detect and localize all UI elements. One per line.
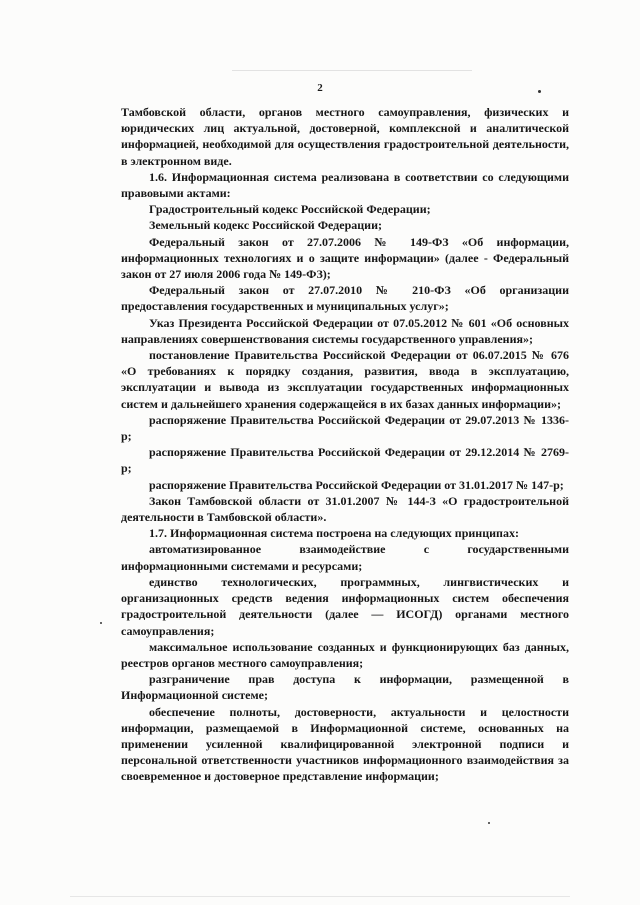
- scan-artifact-bottom: [70, 896, 570, 897]
- document-body: [121, 104, 569, 785]
- scan-speck: [488, 822, 490, 824]
- scan-artifact-top: [232, 70, 472, 71]
- paragraph: Градостроительный кодекс Российской Федерации;: [149, 202, 431, 217]
- paragraph: Закон Тамбовской области от 31.01.2007 № 144-З «О градостроительной деятельности в Тамбовской области».: [121, 493, 569, 525]
- paragraph: Федеральный закон от 27.07.2010 № 210-ФЗ «Об организации предоставления государственных и муниципальных услуг»;: [121, 283, 569, 314]
- paragraph: распоряжение Правительства Российской Федерации от 29.07.2013 № 1336-р;: [121, 412, 569, 444]
- paragraph: Тамбовской области, органов местного самоуправления, физических и юридических лиц актуальной, достоверной, комплексной и аналитической информацией, необходимой для осуществления градостроительной деятельности, в электронном виде.: [121, 105, 569, 168]
- paragraph: единство технологических, программных, лингвистических и организационных средств ведения информационных систем обеспечения градостроительной деятельности (далее — ИСОГД) органами местного самоуправления;: [121, 574, 569, 638]
- paragraph: 1.6. Информационная система реализована в соответствии со следующими правовыми актами:: [121, 169, 569, 201]
- paragraph: 1.7. Информационная система построена на следующих принципах:: [149, 526, 519, 541]
- paragraph: автоматизированное взаимодействие с государственными информационными системами и ресурсами;: [121, 542, 569, 573]
- paragraph: Земельный кодекс Российской Федерации;: [149, 218, 382, 233]
- paragraph: распоряжение Правительства Российской Федерации от 31.01.2017 № 147-р;: [149, 477, 564, 492]
- scan-speck: [100, 622, 102, 624]
- paragraph: постановление Правительства Российской Федерации от 06.07.2015 № 676 «О требованиях к порядку создания, развития, ввода в эксплуатацию, эксплуатации и вывода из эксплуатации государственных информационных систем и дальнейшего хранения содержащейся в их базах данных информации»;: [121, 348, 569, 411]
- page-number: 2: [317, 82, 323, 94]
- paragraph: разграничение прав доступа к информации, размещенной в Информационной системе;: [121, 672, 569, 703]
- paragraph: Федеральный закон от 27.07.2006 № 149-ФЗ «Об информации, информационных технологиях и о защите информации» (далее - Федеральный закон от 27 июля 2006 года № 149-ФЗ);: [121, 234, 569, 282]
- paragraph: распоряжение Правительства Российской Федерации от 29.12.2014 № 2769-р;: [121, 445, 569, 476]
- paragraph: обеспечение полноты, достоверности, актуальности и целостности информации, размещаемой в Информационной системе, основанных на применении усиленной квалифицированной электронной подписи и персональной ответственности участников информационного взаимодействия за своевременное и достоверное представление информации;: [121, 704, 569, 784]
- paragraph: Указ Президента Российской Федерации от 07.05.2012 № 601 «Об основных направлениях совершенствования системы государственного управления»;: [121, 315, 569, 346]
- paragraph: максимальное использование созданных и функционирующих баз данных, реестров органов местного самоуправления;: [121, 639, 569, 670]
